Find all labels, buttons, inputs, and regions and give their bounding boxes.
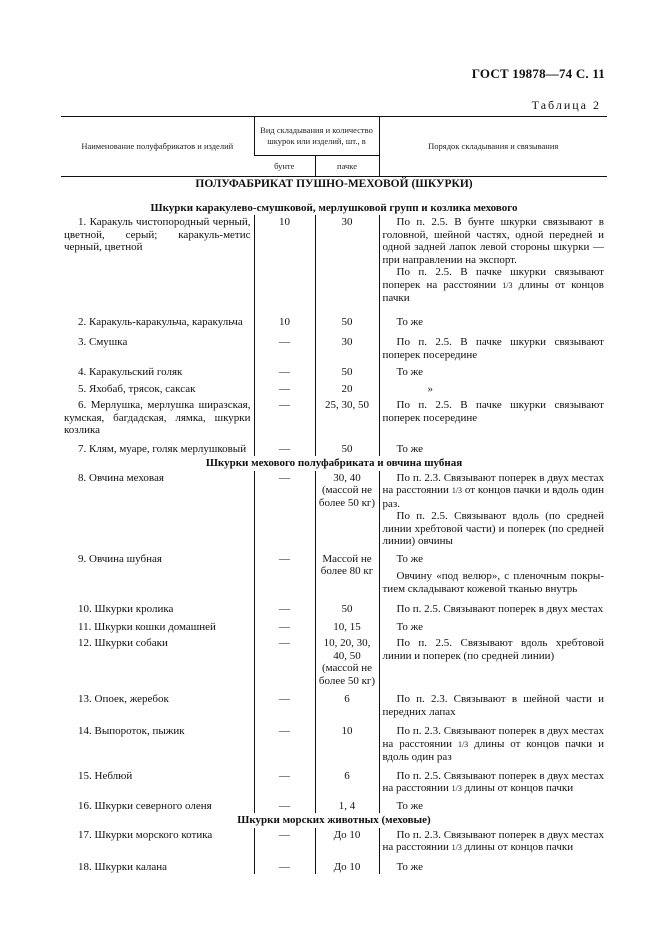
text-fragment: длины от концов пачки [461, 782, 574, 794]
row-bunt: — [254, 549, 315, 597]
row-bunt: — [254, 438, 315, 457]
row-bunt: — [254, 856, 315, 875]
column-header-name: Наименование полуфабрикатов и изделий [61, 117, 254, 177]
row-description [379, 828, 607, 856]
row-description: То же [396, 315, 423, 328]
row-name: 5. Яхобаб, трясок, саксак [78, 382, 196, 395]
row-bunt: — [254, 634, 315, 688]
table-row [61, 396, 607, 438]
row-description-part: По п. 2.5. Связывают вдоль (по средней линии хребтовой части) и поперек (по средней линии) овчины [382, 510, 604, 547]
row-pachka: 50 [315, 438, 379, 457]
table-row [61, 362, 607, 380]
section-title: Шкурки каракулево-смушковой, мерлушковой групп и козлика мехового [150, 201, 518, 214]
data-table [61, 116, 607, 874]
row-pachka: 50 [315, 596, 379, 617]
row-name: 15. Неблюй [78, 769, 133, 782]
table-row [61, 765, 607, 797]
table-row [61, 380, 607, 397]
table-row [61, 596, 607, 617]
text-fragment: длины от концов пачки [382, 278, 604, 304]
row-pachka: До 10 [315, 856, 379, 875]
row-pachka: 30 [315, 215, 379, 306]
text-fragment: длины от концов пачки [461, 841, 574, 853]
column-header-bunt: бунте [254, 156, 315, 177]
row-bunt: — [254, 380, 315, 397]
table-row [61, 306, 607, 330]
row-name: 12. Шкурки собаки [78, 637, 168, 649]
row-pachka: 50 [315, 306, 379, 330]
table-row [61, 549, 607, 597]
row-pachka: До 10 [315, 828, 379, 856]
column-header-pachka: пачке [315, 156, 379, 177]
row-description: По п. 2.5. Связывают вдоль хребтовой линии и поперек (по средней линии) [382, 637, 604, 662]
table-row [61, 438, 607, 457]
row-pachka: 6 [315, 688, 379, 719]
row-bunt: — [254, 617, 315, 635]
row-description-part: Овчину «под велюр», с пленочным покрытием складывают кожевой тканью внутрь [382, 570, 604, 595]
row-description: » [427, 382, 433, 395]
fraction: 1/3 [451, 486, 463, 495]
row-name: 10. Шкурки кролика [78, 603, 174, 615]
fraction: 1/3 [502, 280, 513, 290]
row-bunt: — [254, 596, 315, 617]
row-name: 6. Мерлушка, мерлушка ширазская, кумская, багдадская, лямка, шкурки козлика [64, 399, 251, 436]
section-title: Шкурки мехового полуфабриката и овчина шубная [205, 457, 463, 469]
row-name: 14. Выпороток, пыжик [78, 725, 185, 737]
row-bunt: — [254, 765, 315, 797]
row-pachka: 25, 30, 50 [315, 396, 379, 438]
text-fragment: По п. 2.3. Связывают поперек в двух местах на расстоянии [382, 828, 604, 853]
row-description: По п. 2.5. В пачке шкурки связывают поперек посередине [382, 336, 604, 361]
row-name: 18. Шкурки калана [78, 860, 168, 873]
row-bunt: 10 [254, 215, 315, 306]
row-description: То же [396, 366, 423, 378]
row-description [379, 719, 607, 765]
row-description-part [383, 266, 605, 305]
fraction: 1/3 [457, 739, 469, 749]
row-name: 9. Овчина шубная [78, 552, 162, 565]
row-pachka: 10 [315, 719, 379, 765]
row-description [379, 471, 607, 549]
table-row [61, 719, 607, 765]
text-fragment: от концов пачки и вдоль один раз. [382, 484, 605, 510]
document-header: ГОСТ 19878—74 С. 11 [471, 66, 605, 81]
row-pachka: 10, 15 [315, 617, 379, 635]
column-header-order: Порядок складывания и связывания [379, 117, 607, 177]
row-description: По п. 2.3. Связывают в шейной части и передних лапах [382, 693, 604, 718]
row-pachka: 6 [315, 765, 379, 797]
row-bunt: — [254, 471, 315, 549]
table-label: Таблица 2 [531, 98, 601, 112]
row-description: То же [396, 860, 423, 873]
row-description [379, 549, 607, 597]
table-row [61, 688, 607, 719]
row-name: 17. Шкурки морского котика [78, 828, 213, 841]
row-name: 1. Каракуль чистопородный черный, цветной, серый; каракуль-метис черный, цветной [64, 216, 251, 253]
row-bunt: — [254, 688, 315, 719]
text-fragment: По п. 2.3. Связывают поперек в двух местах на расстоянии [382, 725, 604, 750]
fraction: 1/3 [451, 843, 462, 852]
row-pachka: 30, 40 (массой не более 50 кг) [315, 471, 379, 549]
table-row [61, 215, 607, 306]
row-bunt: 10 [254, 306, 315, 330]
row-pachka: 10, 20, 30, 40, 50 (массой не более 50 кг) [315, 634, 379, 688]
row-bunt: — [254, 797, 315, 814]
row-bunt: — [254, 828, 315, 856]
row-description-part [383, 472, 605, 511]
table-row [61, 856, 607, 875]
text-fragment: длины от концов пачки и вдоль один раз [382, 737, 604, 763]
row-description: То же [396, 799, 423, 812]
row-pachka: 1, 4 [315, 797, 379, 814]
row-description-part: То же [396, 552, 423, 565]
table-row [61, 329, 607, 362]
fraction: 1/3 [451, 784, 462, 793]
row-description-part: По п. 2.5. В бунте шкурки связывают в головной, шейной частях, одной передней и одной задней лапок левой стороны шкурки — при направлении на экспорт. [382, 216, 604, 266]
column-header-qty: Вид складывания и количество шкурок или изделий, шт., в [254, 117, 379, 156]
row-description: То же [396, 442, 423, 455]
row-bunt: — [254, 719, 315, 765]
table-row [61, 797, 607, 814]
row-name: 8. Овчина меховая [78, 471, 164, 484]
row-bunt: — [254, 396, 315, 438]
table-row [61, 471, 607, 549]
table-row [61, 828, 607, 856]
text-fragment: По п. 2.3. Связывают поперек в двух местах на расстоянии [382, 471, 604, 496]
row-name: 7. Клям, муаре, голяк мерлушковый [78, 442, 247, 455]
text-fragment: По п. 2.5. Связывают поперек в двух местах на расстоянии [382, 769, 604, 794]
row-name: 2. Каракуль-каракульча, каракульча [78, 315, 243, 328]
table-row [61, 634, 607, 688]
row-bunt: — [254, 329, 315, 362]
main-section-title: ПОЛУФАБРИКАТ ПУШНО-МЕХОВОЙ (ШКУРКИ) [195, 178, 473, 190]
row-description: По п. 2.5. В пачке шкурки связывают поперек посередине [382, 399, 604, 424]
row-description [379, 215, 607, 306]
row-description [379, 765, 607, 797]
text-fragment: По п. 2.5. В пачке шкурки связывают поперек на расстоянии [382, 266, 604, 291]
row-pachka: 50 [315, 362, 379, 380]
row-pachka: 20 [315, 380, 379, 397]
row-pachka: 30 [315, 329, 379, 362]
row-name: 11. Шкурки кошки домашней [78, 620, 216, 633]
row-name: 4. Каракульский голяк [78, 366, 183, 378]
row-name: 3. Смушка [78, 336, 128, 348]
row-bunt: — [254, 362, 315, 380]
row-description: То же [396, 620, 423, 633]
row-name: 13. Опоек, жеребок [78, 693, 169, 705]
section-title: Шкурки морских животных (меховые) [237, 814, 431, 826]
row-name: 16. Шкурки северного оленя [78, 799, 212, 812]
table-row [61, 617, 607, 635]
row-pachka: Массой не более 80 кг [315, 549, 379, 597]
row-description: По п. 2.5. Связывают поперек в двух местах [396, 603, 604, 615]
